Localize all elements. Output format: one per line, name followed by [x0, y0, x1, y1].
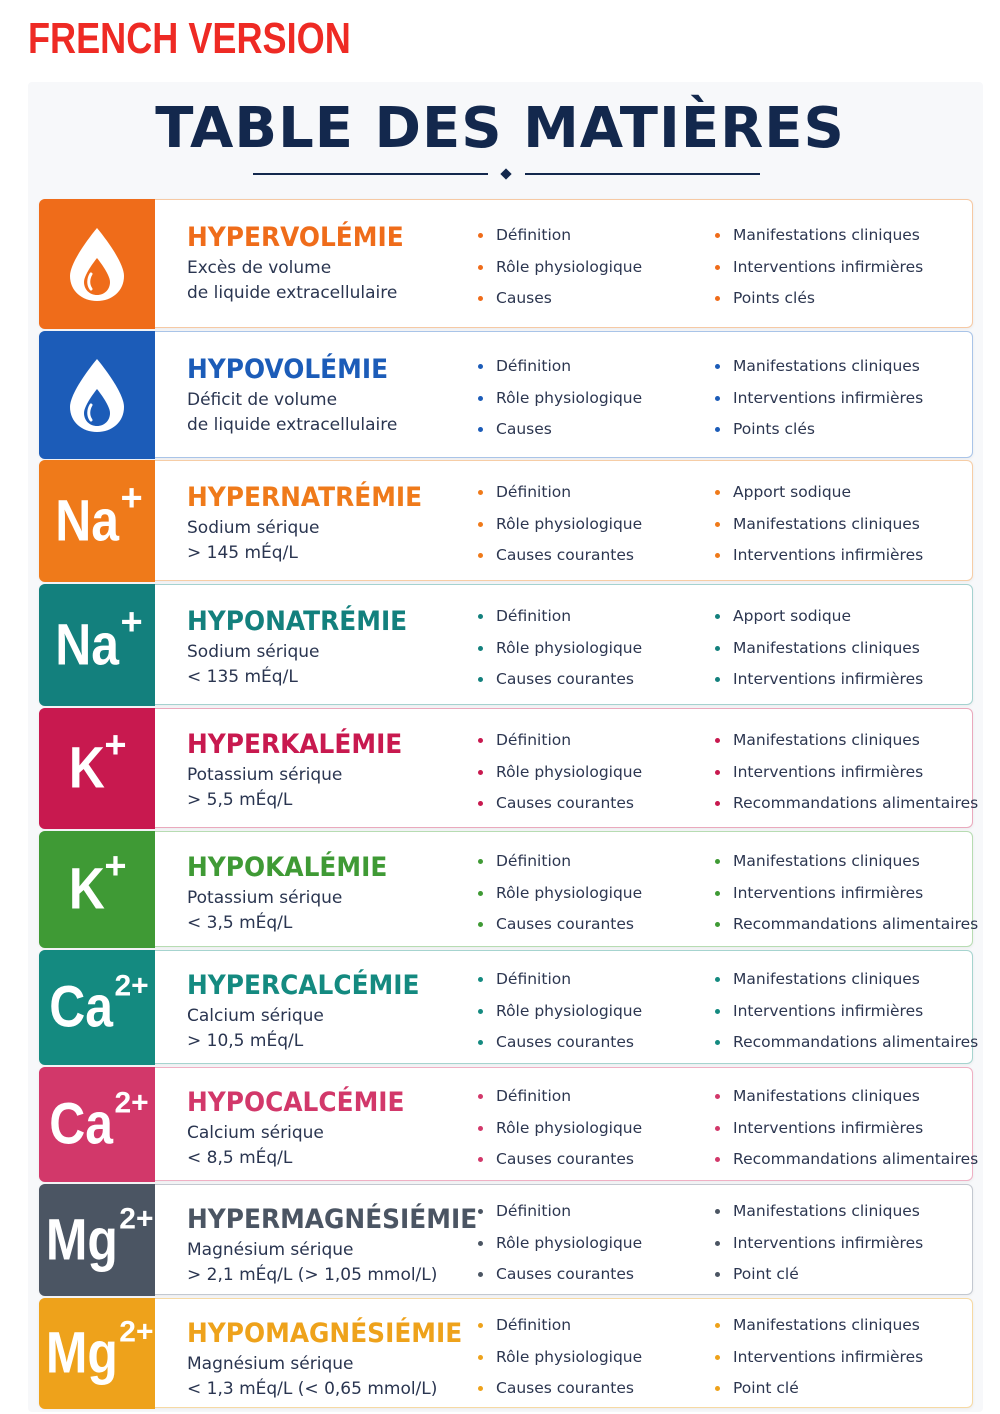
topic-item[interactable]: Point clé [715, 1264, 923, 1296]
section-subtitle-range: > 5,5 mÉq/L [187, 790, 293, 810]
ion-element: Mg [45, 1207, 118, 1272]
section-subtitle: Potassium sérique [187, 888, 343, 908]
topic-item[interactable]: Point clé [715, 1378, 923, 1410]
section-subtitle-range: < 8,5 mÉq/L [187, 1148, 293, 1168]
ion-symbol [39, 477, 155, 554]
list-item[interactable] [39, 950, 979, 1064]
topic-item[interactable]: Manifestations cliniques [715, 638, 923, 670]
section-badge [39, 1067, 155, 1182]
section-badge [39, 831, 155, 948]
topic-item[interactable]: Définition [478, 356, 642, 388]
section-subtitle: Sodium sérique [187, 518, 320, 538]
ion-element: K [69, 735, 106, 801]
topic-item[interactable]: Interventions infirmières [715, 762, 978, 794]
ion-charge: 2+ [119, 1202, 154, 1235]
topic-item[interactable]: Causes [478, 288, 642, 320]
list-item[interactable] [39, 331, 973, 458]
version-label: FRENCH VERSION [28, 14, 351, 63]
topic-list [715, 969, 978, 1064]
topic-list [478, 606, 642, 701]
page-title: TABLE DES MATIÈRES [155, 96, 845, 161]
ion-symbol [39, 1202, 155, 1273]
topic-list [715, 606, 923, 701]
topic-item[interactable]: Manifestations cliniques [715, 1315, 923, 1347]
topic-list [478, 482, 642, 577]
topic-item[interactable]: Causes courantes [478, 1378, 642, 1410]
ion-charge: + [120, 601, 143, 643]
topic-item[interactable]: Manifestations cliniques [715, 851, 978, 883]
list-item[interactable] [39, 831, 979, 947]
section-subtitle: Calcium sérique [187, 1006, 324, 1026]
section-subtitle-range: > 2,1 mÉq/L (> 1,05 mmol/L) [187, 1265, 438, 1285]
ion-charge: + [120, 477, 143, 519]
topic-list [715, 1086, 978, 1181]
topic-item[interactable]: Rôle physiologique [478, 388, 642, 420]
topic-item[interactable]: Rôle physiologique [478, 514, 642, 546]
topic-item[interactable]: Définition [478, 851, 642, 883]
topic-list [715, 482, 923, 577]
ion-symbol [39, 601, 155, 678]
list-item[interactable] [39, 1184, 973, 1295]
topic-item[interactable]: Rôle physiologique [478, 1001, 642, 1033]
section-subtitle: Excès de volume [187, 258, 332, 278]
topic-item[interactable]: Manifestations cliniques [715, 356, 923, 388]
topic-item[interactable]: Causes courantes [478, 793, 642, 825]
section-subtitle-range: de liquide extracellulaire [187, 283, 398, 303]
topic-item[interactable]: Rôle physiologique [478, 1118, 642, 1150]
section-title: HYPONATRÉMIE [187, 606, 408, 637]
topic-list [478, 356, 642, 451]
topic-item[interactable]: Interventions infirmières [715, 1001, 978, 1033]
topic-list [715, 225, 923, 320]
section-title: HYPOVOLÉMIE [187, 354, 389, 385]
ion-symbol [39, 969, 155, 1041]
topic-item[interactable]: Causes courantes [478, 1149, 642, 1181]
section-subtitle: Magnésium sérique [187, 1240, 354, 1260]
topic-item[interactable]: Rôle physiologique [478, 762, 642, 794]
ion-charge: + [104, 724, 127, 767]
ion-charge: 2+ [114, 1086, 149, 1120]
topic-list [715, 851, 978, 946]
topic-list [478, 851, 642, 946]
topic-item[interactable]: Manifestations cliniques [715, 1201, 923, 1233]
section-subtitle-range: < 1,3 mÉq/L (< 0,65 mmol/L) [187, 1379, 438, 1399]
topic-item[interactable]: Recommandations alimentaires [715, 1032, 978, 1064]
topic-item[interactable]: Recommandations alimentaires [715, 914, 978, 946]
topic-item[interactable]: Manifestations cliniques [715, 969, 978, 1001]
list-item[interactable] [39, 584, 973, 705]
topic-list [478, 730, 642, 825]
section-title: HYPERMAGNÉSIÉMIE [187, 1204, 478, 1235]
ion-symbol [39, 1086, 155, 1158]
topic-item[interactable]: Définition [478, 1201, 642, 1233]
topic-item[interactable]: Définition [478, 730, 642, 762]
list-item[interactable] [39, 708, 979, 828]
topic-list [478, 1201, 642, 1296]
topic-item[interactable]: Rôle physiologique [478, 883, 642, 915]
ion-element: Ca [49, 1091, 114, 1157]
section-subtitle-range: < 135 mÉq/L [187, 667, 298, 687]
topic-item[interactable]: Rôle physiologique [478, 638, 642, 670]
section-title: HYPERKALÉMIE [187, 729, 403, 760]
topic-item[interactable]: Définition [478, 1086, 642, 1118]
list-item[interactable] [39, 1298, 973, 1408]
topic-item[interactable]: Interventions infirmières [715, 1233, 923, 1265]
section-subtitle: Calcium sérique [187, 1123, 324, 1143]
topic-item[interactable]: Apport sodique [715, 482, 923, 514]
ion-symbol [39, 724, 155, 802]
section-title: HYPOKALÉMIE [187, 852, 388, 883]
topic-item[interactable]: Interventions infirmières [715, 669, 923, 701]
topic-item[interactable]: Points clés [715, 288, 923, 320]
topic-item[interactable]: Causes courantes [478, 669, 642, 701]
topic-item[interactable]: Définition [478, 1315, 642, 1347]
topic-item[interactable]: Rôle physiologique [478, 1233, 642, 1265]
ion-element: Mg [45, 1320, 118, 1386]
section-title: HYPOCALCÉMIE [187, 1087, 405, 1118]
ion-symbol [39, 845, 155, 923]
topic-item[interactable]: Interventions infirmières [715, 257, 923, 289]
topic-item[interactable]: Points clés [715, 419, 923, 451]
topic-item[interactable]: Causes courantes [478, 914, 642, 946]
topic-item[interactable]: Définition [478, 225, 642, 257]
topic-item[interactable]: Interventions infirmières [715, 1347, 923, 1379]
section-badge [39, 1184, 155, 1296]
topic-item[interactable]: Définition [478, 969, 642, 1001]
section-title: HYPERCALCÉMIE [187, 970, 420, 1001]
list-item[interactable] [39, 1067, 979, 1181]
section-subtitle-range: > 145 mÉq/L [187, 543, 298, 563]
topic-item[interactable]: Définition [478, 606, 642, 638]
topic-item[interactable]: Manifestations cliniques [715, 730, 978, 762]
topic-item[interactable]: Recommandations alimentaires [715, 793, 978, 825]
ion-element: K [69, 856, 106, 922]
section-badge [39, 331, 155, 459]
ion-element: Na [55, 612, 120, 677]
topic-item[interactable]: Manifestations cliniques [715, 1086, 978, 1118]
topic-item[interactable]: Rôle physiologique [478, 257, 642, 289]
section-subtitle: Sodium sérique [187, 642, 320, 662]
section-title: HYPOMAGNÉSIÉMIE [187, 1318, 463, 1349]
topic-item[interactable]: Interventions infirmières [715, 1118, 978, 1150]
ion-charge: + [104, 845, 127, 888]
section-subtitle-range: < 3,5 mÉq/L [187, 913, 293, 933]
topic-list [715, 730, 978, 825]
topic-list [478, 969, 642, 1064]
ion-element: Ca [49, 974, 114, 1040]
section-title: HYPERNATRÉMIE [187, 482, 423, 513]
section-badge [39, 199, 155, 329]
topic-item[interactable]: Manifestations cliniques [715, 225, 923, 257]
topic-item[interactable]: Causes courantes [478, 545, 642, 577]
topic-item[interactable]: Interventions infirmières [715, 545, 923, 577]
title-divider-right [525, 173, 760, 175]
ion-charge: 2+ [119, 1315, 154, 1349]
list-item[interactable] [39, 460, 973, 581]
topic-item[interactable]: Causes courantes [478, 1264, 642, 1296]
section-badge [39, 1298, 155, 1409]
section-subtitle: Magnésium sérique [187, 1354, 354, 1374]
water-drop-icon [62, 224, 132, 304]
topic-item[interactable]: Définition [478, 482, 642, 514]
topic-list [478, 225, 642, 320]
section-badge [39, 584, 155, 706]
ion-symbol [39, 1315, 155, 1387]
water-drop-icon [62, 355, 132, 435]
topic-list [478, 1086, 642, 1181]
section-subtitle-range: > 10,5 mÉq/L [187, 1031, 304, 1051]
ion-charge: 2+ [114, 969, 149, 1003]
section-badge [39, 950, 155, 1065]
section-title: HYPERVOLÉMIE [187, 222, 404, 253]
topic-list [715, 1315, 923, 1410]
topic-item[interactable]: Manifestations cliniques [715, 514, 923, 546]
section-subtitle-range: de liquide extracellulaire [187, 415, 398, 435]
list-item[interactable] [39, 199, 973, 328]
topic-item[interactable]: Causes [478, 419, 642, 451]
topic-item[interactable]: Interventions infirmières [715, 388, 923, 420]
topic-item[interactable]: Recommandations alimentaires [715, 1149, 978, 1181]
topic-item[interactable]: Rôle physiologique [478, 1347, 642, 1379]
title-divider-left [253, 173, 488, 175]
section-subtitle: Potassium sérique [187, 765, 343, 785]
topic-item[interactable]: Interventions infirmières [715, 883, 978, 915]
topic-list [478, 1315, 642, 1410]
topic-item[interactable]: Apport sodique [715, 606, 923, 638]
ion-element: Na [55, 488, 120, 553]
section-badge [39, 708, 155, 829]
topic-list [715, 356, 923, 451]
topic-list [715, 1201, 923, 1296]
section-badge [39, 460, 155, 582]
section-subtitle: Déficit de volume [187, 390, 338, 410]
topic-item[interactable]: Causes courantes [478, 1032, 642, 1064]
